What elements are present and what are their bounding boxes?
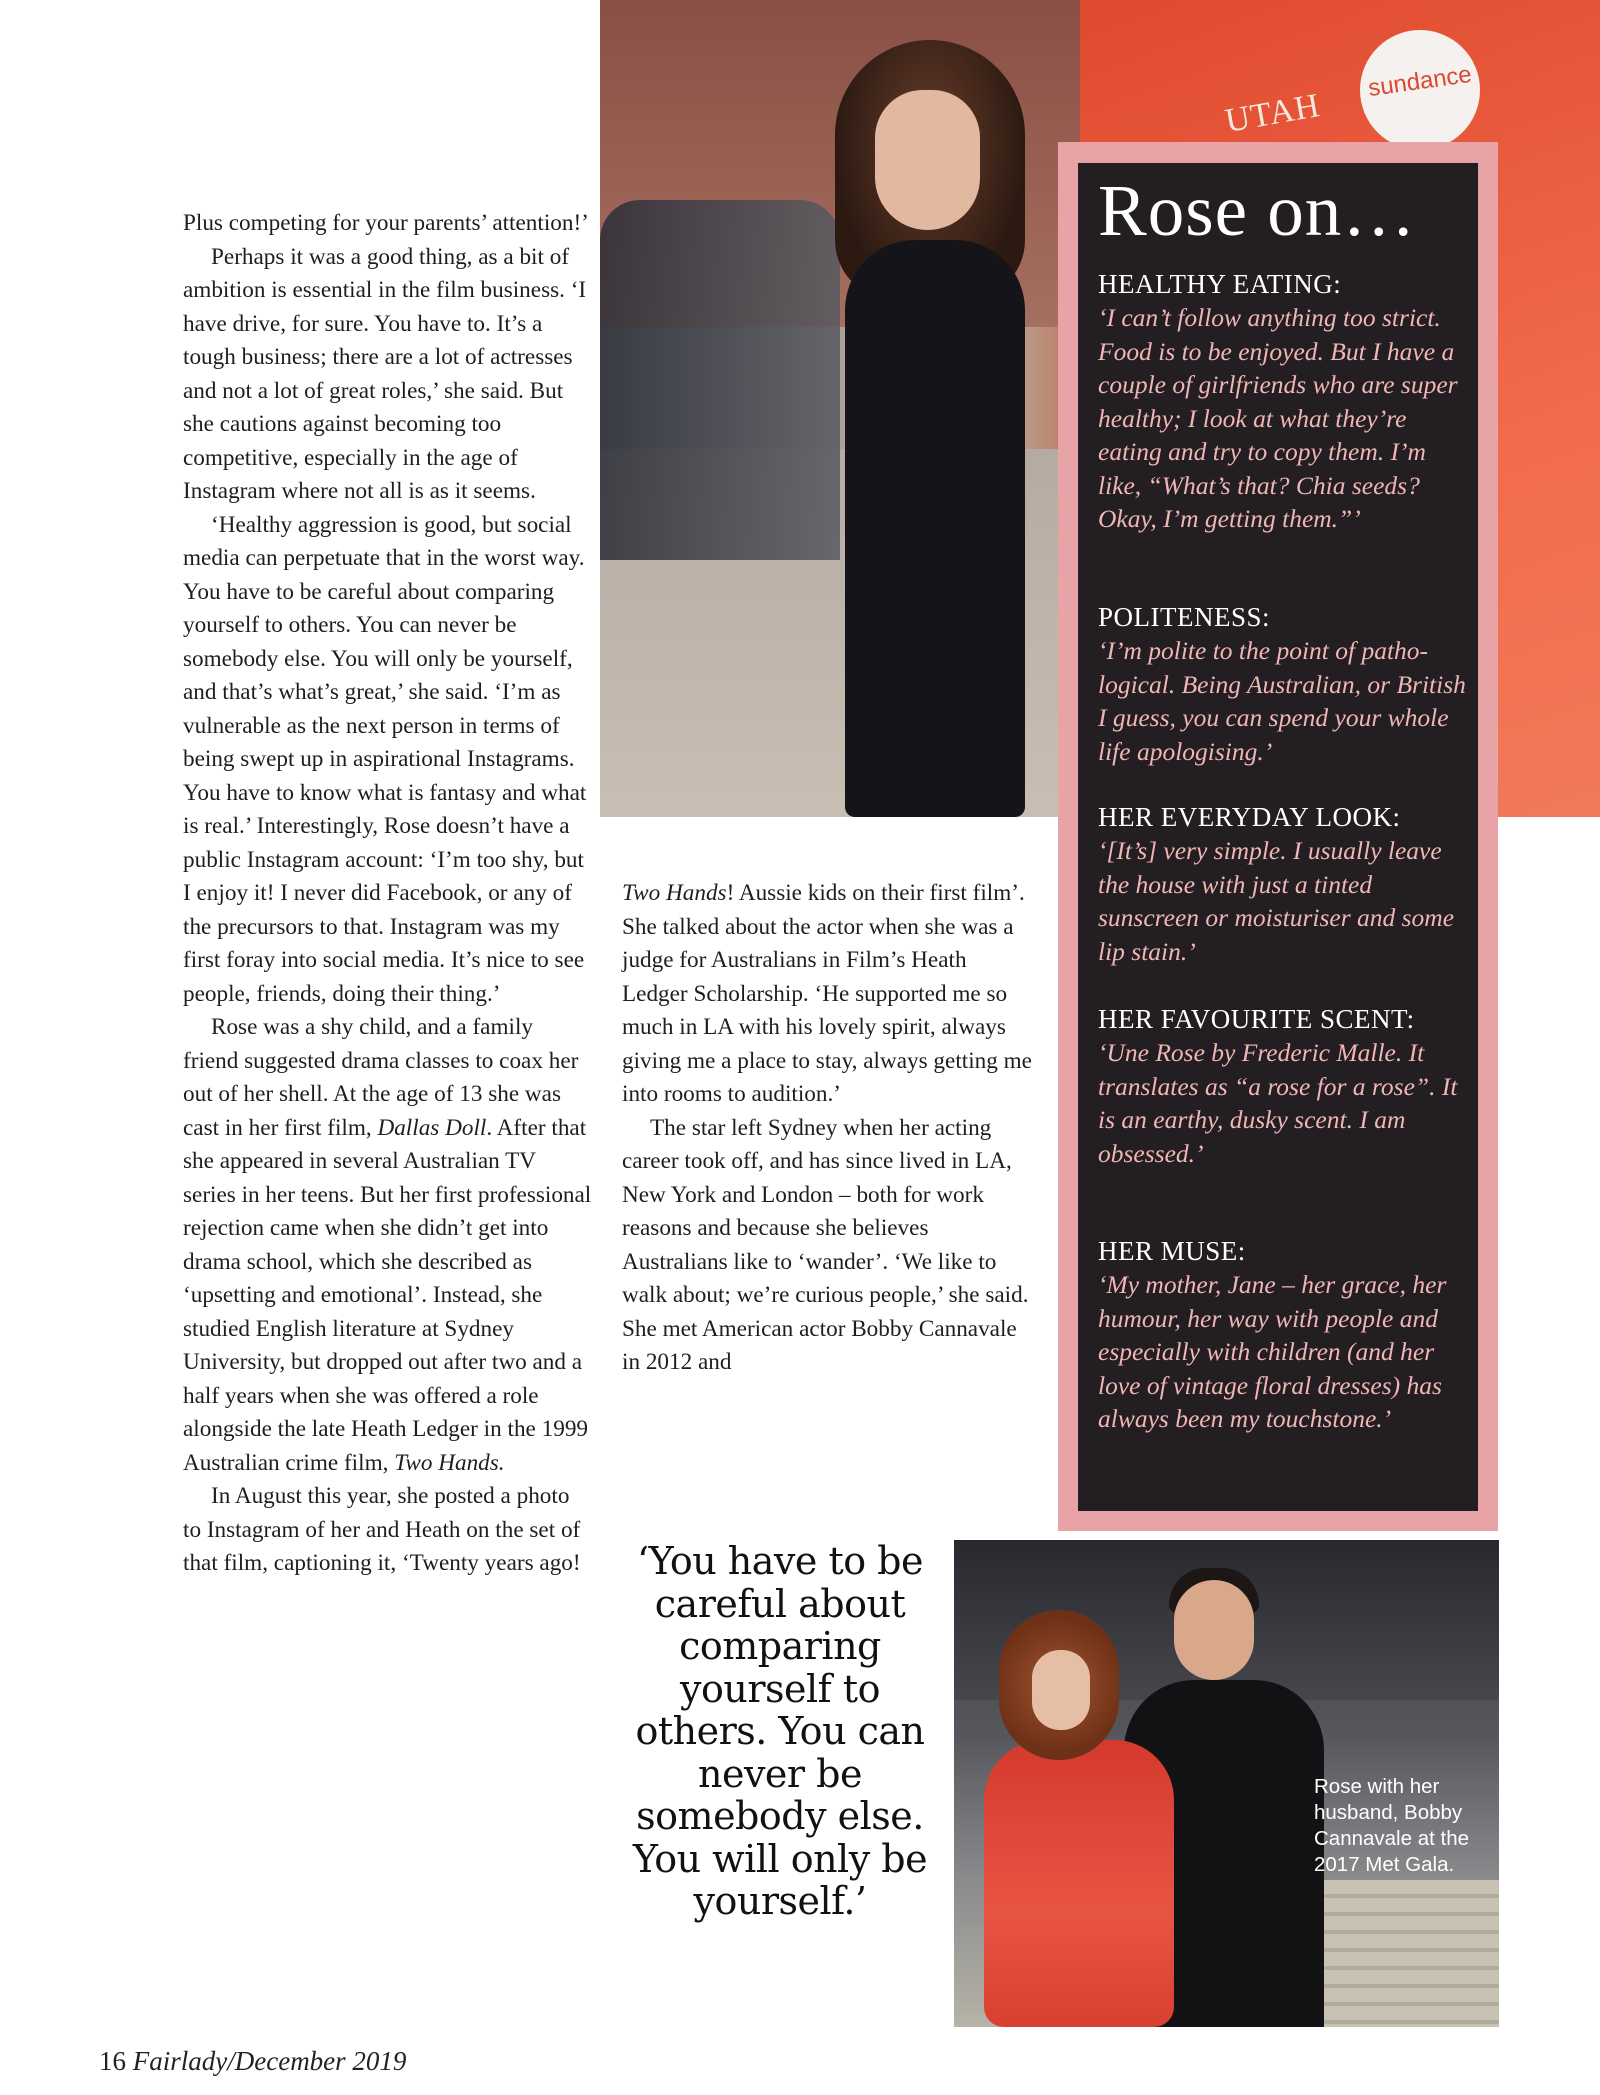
film-title: Two Hands. bbox=[394, 1449, 505, 1476]
pull-quote: ‘You have to be careful about comparing yourself to others. You can never be somebody else. You will only be yourself.’ bbox=[632, 1539, 928, 1923]
sidebar-rose-on bbox=[1078, 163, 1478, 1511]
photo-man-head bbox=[1174, 1580, 1254, 1680]
sidebar-heading: HEALTHY EATING: bbox=[1098, 269, 1342, 299]
sidebar-quote: ‘I can’t follow anything too strict. Food is to be enjoyed. But I have a couple of girlfriends who are super healthy; I look at what they’re eating and try to copy them. I’m like, “What’s that? Chia seeds? Okay, I’m getting them.”’ bbox=[1098, 303, 1458, 533]
paragraph: ‘Healthy aggression is good, but social media can perpetuate that in the worst way. You have to be careful about comparing yourself to others. You can never be somebody else. You will only be yourself, and that’s what’s great,’ she said. ‘I’m as vulnerable as the next person in terms of being swept up in aspirational Instagrams. You have to know what is fantasy and what is real.’ Interestingly, Rose doesn’t have a public Instagram account: ‘I’m too shy, but I enjoy it! I never did Facebook, or any of the precursors to that. Instagram was my first foray into social media. It’s nice to see people, friends, doing their thing.’ bbox=[183, 511, 587, 1007]
paragraph: In August this year, she posted a photo to Instagram of her and Heath on the set of that film, captioning it, ‘Twenty years ago! bbox=[183, 1483, 581, 1576]
subject-face bbox=[875, 90, 980, 230]
text-run: . After that she appeared in several Australian TV series in her teens. But her first professional rejection came when she didn’t get into drama school, which she described as ‘upsetting and emotional’. Instead, she studied English literature at Sydney University, but dropped out after two and a half years when she was offered a role alongside the late Heath Ledger in the 1999 Australian crime film, bbox=[183, 1114, 592, 1476]
utah-logo: UTAH bbox=[1222, 86, 1324, 141]
text-run: Rose was a shy child, and a family friend suggested drama classes to coax her out of her shell. At the age of 13 she was cast in her first film, bbox=[183, 1014, 579, 1141]
sidebar-quote: ‘I’m polite to the point of patho-logical. Being Australian, or British I guess, you can spend your whole life apologising.’ bbox=[1098, 636, 1466, 766]
sidebar-quote: ‘Une Rose by Frederic Malle. It translates as “a rose for a rose”. It is an earthy, dusky scent. I am obsessed.’ bbox=[1098, 1038, 1458, 1168]
photo-woman-dress bbox=[984, 1740, 1174, 2027]
film-title: Two Hands bbox=[622, 880, 727, 906]
paragraph bbox=[622, 877, 1032, 1112]
sidebar-section-favourite-scent bbox=[1098, 1003, 1470, 1170]
paragraph: Perhaps it was a good thing, as a bit of ambition is essential in the film business. ‘I have drive, for sure. You have to. It’s a tough business; there are a lot of actresses and not a lot of great roles,’ she said. But she cautions against becoming too competitive, especially in the age of Instagram where not all is as it seems. bbox=[183, 243, 587, 504]
sidebar-quote: ‘My mother, Jane – her grace, her humour, her way with people and especially with children (and her love of vintage floral dresses) has always been my touchstone.’ bbox=[1098, 1270, 1447, 1433]
subject-dress bbox=[845, 240, 1025, 817]
article-column-1 bbox=[183, 207, 593, 1581]
sundance-logo-text: sundance bbox=[1366, 60, 1474, 103]
sidebar-heading: POLITENESS: bbox=[1098, 602, 1271, 632]
sidebar-heading: HER FAVOURITE SCENT: bbox=[1098, 1004, 1415, 1034]
text-run: ! Aussie kids on their first film’. She talked about the actor when she was a judge for Australians in Film’s Heath Ledger Scholarship. ‘He supported me so much in LA with his lovely spirit, always giving me a place to stay, always getting me into rooms to audition.’ bbox=[622, 880, 1032, 1107]
article-column-2 bbox=[622, 877, 1032, 1380]
sidebar-quote: ‘[It’s] very simple. I usually leave the house with just a tinted sunscreen or moisturiser and some lip stain.’ bbox=[1098, 836, 1455, 966]
photo-crowd bbox=[600, 200, 840, 560]
sidebar-heading: HER MUSE: bbox=[1098, 1236, 1246, 1266]
film-title: Dallas Doll bbox=[377, 1114, 487, 1141]
page-number: 16 bbox=[99, 2046, 126, 2076]
photo-subject bbox=[815, 40, 1045, 817]
paragraph bbox=[183, 1011, 593, 1480]
paragraph: Plus competing for your parents’ attention!’ bbox=[183, 210, 589, 236]
sidebar-section-healthy-eating bbox=[1098, 268, 1470, 536]
photo-woman-face bbox=[1032, 1650, 1090, 1730]
sidebar-title: Rose on… bbox=[1098, 170, 1417, 251]
sidebar-heading: HER EVERYDAY LOOK: bbox=[1098, 802, 1401, 832]
paragraph: The star left Sydney when her acting career took off, and has since lived in LA, New York and London – both for work reasons and because she believes Australians like to ‘wander’. ‘We like to walk about; we’re curious people,’ she said. She met American actor Bobby Cannavale in 2012 and bbox=[622, 1114, 1029, 1375]
sundance-logo bbox=[1360, 30, 1480, 150]
magazine-issue: Fairlady/December 2019 bbox=[132, 2046, 407, 2076]
sidebar-section-politeness bbox=[1098, 601, 1470, 768]
sidebar-section-muse bbox=[1098, 1235, 1470, 1436]
sidebar-section-everyday-look bbox=[1098, 801, 1470, 968]
photo-caption: Rose with her husband, Bobby Cannavale at the 2017 Met Gala. bbox=[1314, 1775, 1470, 1876]
page-footer bbox=[99, 2046, 406, 2077]
